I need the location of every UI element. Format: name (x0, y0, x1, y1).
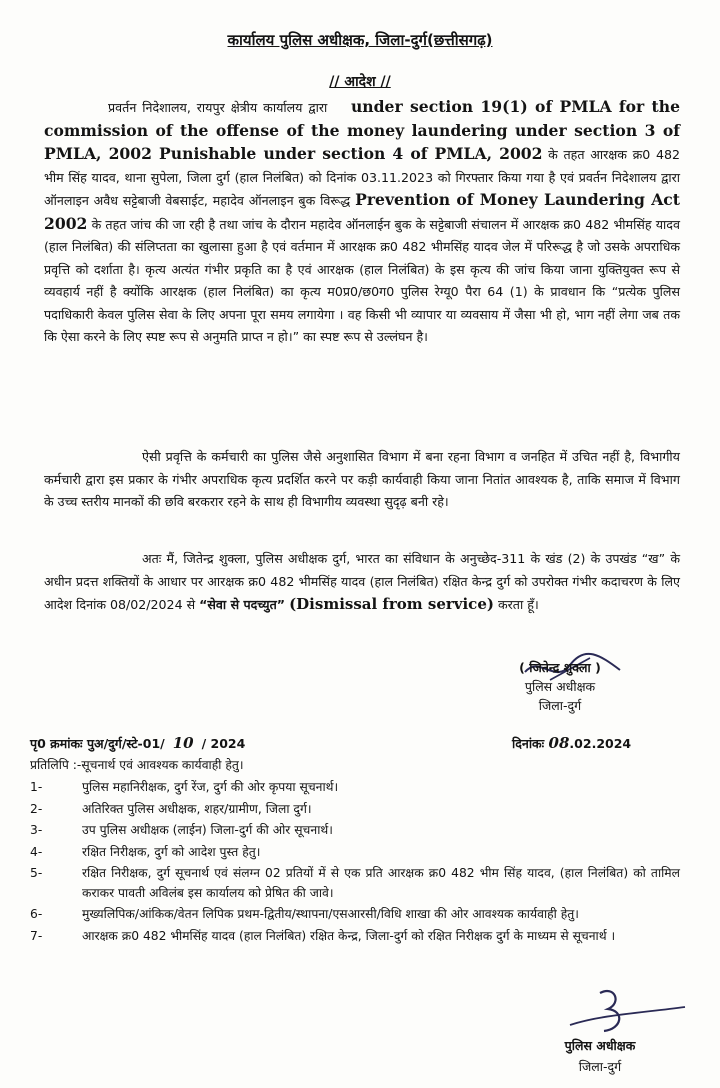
copy-text: रक्षित निरीक्षक, दुर्ग सूचनार्थ एवं संलग्न 02 प्रतियों में से एक प्रति आरक्षक क्र0 482 भीम सिंह यादव, (हाल निलंबित) को तामिल कराकर पावती अविलंब इस कार्यालय को प्रेषित की जावे। (82, 866, 681, 900)
signatory-name: ( जितेन्द्र शुक्ला ) (519, 660, 601, 675)
signature-block-2 (540, 1035, 660, 1077)
copy-item (30, 927, 680, 947)
p1-hindi-c: के तहत जांच की जा रही है तथा जांच के दौरान महादेव ऑनलाईन बुक के सट्टेबाजी संचालन में आरक्षक क्र0 482 भीमसिंह यादव (हाल निलंबित) की संलिप्तता का खुलासा हुआ है एवं वर्तमान में आरक्षक क्र0 482 भीमसिंह यादव जेल में परिरूद्ध है जो उसके अपराधिक प्रवृत्ति को दर्शाता है। कृत्य अत्यंत गंभीर प्रकृति का है एवं आरक्षक (हाल निलंबित) के इस कृत्य की जांच किया जाना युक्तियुक्त रूप से व्यवहार्य नहीं है क्योंकि आरक्षक (हाल निलंबित) का कृत्य म0प्र0/छ0ग0 पुलिस रेग्यू0 पैरा 64 (1) के प्रावधान कि “प्रत्येक पुलिस पदाधिकारी केवल पुलिस सेवा के लिए अपना पूरा समय लगायेगा । वह किसी भी व्यापार या व्यवसाय में जैसा भी हो, भाग नहीं लेगा जब तक कि ऐसा करने के लिए स्पष्ट रूप से अनुमति प्राप्त न हो।” का स्पष्ट रूप से उल्लंघन है। (44, 216, 680, 344)
date-label: दिनांकः (512, 736, 545, 751)
copy-text: आरक्षक क्र0 482 भीमसिंह यादव (हाल निलंबित) रक्षित केन्द्र, जिला-दुर्ग को रक्षित निरीक्षक दुर्ग के माध्यम से सूचनार्थ । (82, 928, 616, 943)
copy-item (30, 864, 680, 903)
date-handwritten-day: 08 (548, 734, 570, 752)
copy-item (30, 821, 680, 841)
p3-end: करता हूँ। (497, 597, 539, 612)
copy-item (30, 778, 680, 798)
p3-dismissal-hindi: “सेवा से पदच्युत” (199, 597, 286, 612)
date-rest: .02.2024 (569, 736, 632, 751)
copy-text: अतिरिक्त पुलिस अधीक्षक, शहर/ग्रामीण, जिला दुर्ग। (82, 801, 312, 816)
order-title: // आदेश // (329, 74, 391, 90)
signatory-designation: पुलिस अधीक्षक (524, 679, 596, 694)
signatory-district: जिला-दुर्ग (538, 698, 582, 713)
paragraph-3 (44, 548, 680, 617)
copy-text: उप पुलिस अधीक्षक (लाईन) जिला-दुर्ग की ओर सूचनार्थ। (82, 823, 333, 837)
p1-hindi-b: के तहत आरक्षक क्र0 482 भीम सिंह यादव, थाना सुपेला, जिला दुर्ग (हाल निलंबित) को दिनांक 03.11.2023 को गिरफ्तार किया गया है एवं प्रवर्तन निदेशालय द्वारा ऑनलाइन अवैध सट्टेबाजी वेबसाईट, महादेव ऑनलाइन बुक विरूद्ध (44, 147, 680, 208)
p1-hindi-a: प्रवर्तन निदेशालय, रायपुर क्षेत्रीय कार्यालय द्वारा (108, 100, 328, 115)
reference-number (30, 734, 245, 752)
copy-intro: प्रतिलिपि :-सूचनार्थ एवं आवश्यक कार्यवाही हेतु। (30, 758, 244, 772)
copy-item (30, 905, 680, 925)
copy-text: मुख्यलिपिक/आंकिक/वेतन लिपिक प्रथम-द्वितीय/स्थापना/एसआरसी/विधि शाखा की ओर आवश्यक कार्यवाही हेतु। (82, 907, 579, 921)
paragraph-2: ऐसी प्रवृत्ति के कर्मचारी का पुलिस जैसे अनुशासित विभाग में बना रहना विभाग व जनहित में उचित नहीं है, विभागीय कर्मचारी द्वारा इस प्रकार के गंभीर अपराधिक कृत्य प्रदर्शित करने पर कड़ी कार्यवाही किया जाना नितांत आवश्यक है, ताकि समाज में विभाग के उच्च स्तरीय मानकों की छवि बरकरार रहने के साथ ही विभागीय व्यवस्था सुदृढ़ बनी रहे। (44, 449, 680, 509)
signatory-district-2: जिला-दुर्ग (578, 1059, 622, 1074)
p3-dismissal-english: (Dismissal from service) (289, 595, 494, 613)
copy-number: 3- (30, 823, 43, 837)
reference-date (512, 734, 631, 752)
office-header: कार्यालय पुलिस अधीक्षक, जिला-दुर्ग(छत्तीसगढ़) (227, 31, 493, 49)
reference-prefix: पृ0 क्रमांकः पुअ/दुर्ग/स्टे-01/ (30, 736, 165, 751)
copy-text: रक्षित निरीक्षक, दुर्ग को आदेश पुस्त हेतु। (82, 844, 261, 859)
copy-number: 6- (30, 907, 43, 921)
copy-item (30, 800, 680, 820)
copy-number: 4- (30, 844, 43, 859)
p3-text: अतः मैं, जितेन्द्र शुक्ला, पुलिस अधीक्षक दुर्ग, भारत का संविधान के अनुच्छेद-311 के खंड (2) के उपखंड “ख” के अधीन प्रदत्त शक्तियों के आधार पर आरक्षक क्र0 482 भीमसिंह यादव (हाल निलंबित) रक्षित केन्द्र दुर्ग को उपरोक्त गंभीर कदाचरण के लिए आदेश दिनांक 08/02/2024 से (44, 551, 680, 612)
copy-number: 7- (30, 928, 43, 943)
reference-handwritten-number: 10 (172, 734, 194, 752)
p1-english-b: Prevention of Money Laundering Act 2002 (44, 190, 680, 233)
copy-list (30, 778, 680, 948)
reference-suffix: / 2024 (201, 736, 246, 751)
signature-block-1 (470, 658, 650, 715)
copy-number: 1- (30, 780, 43, 794)
copy-number: 5- (30, 866, 43, 880)
p1-english-a: under section 19(1) of PMLA for the commission of the offense of the money laundering under section 3 of PMLA, 2002 Punishable under section 4 of PMLA, 2002 (44, 97, 681, 163)
copy-text: पुलिस महानिरीक्षक, दुर्ग रेंज, दुर्ग की ओर कृपया सूचनार्थ। (82, 780, 339, 794)
copy-item (30, 843, 680, 863)
signatory-designation-2: पुलिस अधीक्षक (564, 1038, 636, 1053)
copy-number: 2- (30, 801, 43, 816)
paragraph-1 (44, 96, 680, 349)
